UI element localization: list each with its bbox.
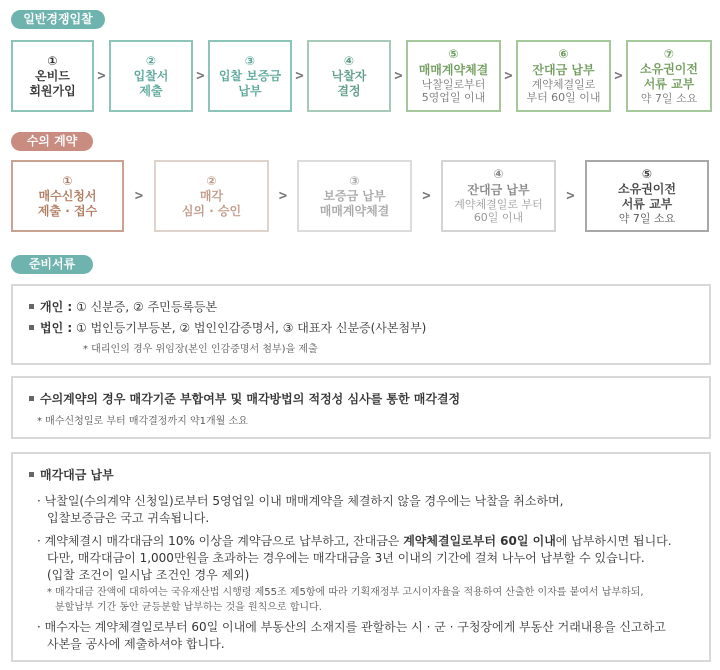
payment-para2-line2: 다만, 매각대금이 1,000만원을 초과하는 경우에는 매각대금을 3년 이내의 기간에 걸쳐 나누어 납부할 수 있습니다. xyxy=(47,551,645,565)
step-arrow-icon: > xyxy=(278,188,288,204)
individual-docs: 개인 : ① 신분증, ② 주민등록등본 xyxy=(29,298,217,315)
step-bid-submit: ② 입찰서 제출 xyxy=(109,40,193,112)
step-arrow-icon: > xyxy=(134,188,144,204)
section-label-documents: 준비서류 xyxy=(11,255,93,274)
payment-para1-line1: · 낙찰일(수의계약 신청일)로부터 5영업일 이내 매매계약을 체결하지 않을 경우에는 낙찰을 취소하며, xyxy=(37,494,564,508)
bullet-icon xyxy=(29,304,34,309)
payment-note-line2: 분할납부 기간 동안 균등분할 납부하는 것을 원칙으로 합니다. xyxy=(55,602,322,613)
section-label-private-contract: 수의 계약 xyxy=(11,132,93,151)
bullet-icon xyxy=(29,396,34,401)
step-winner-decision: ④ 낙찰자 결정 xyxy=(307,40,391,112)
step-arrow-icon: > xyxy=(295,68,304,84)
step-ownership-transfer: ⑦ 소유권이전 서류 교부 약 7일 소요 xyxy=(626,40,712,112)
step-purchase-application: ① 매수신청서 제출 · 접수 xyxy=(11,160,124,232)
step-sale-contract: ⑤ 매매계약체결 낙찰일로부터 5영업일 이내 xyxy=(406,40,501,112)
step-arrow-icon: > xyxy=(504,68,513,84)
section-label-general-bidding: 일반경쟁입찰 xyxy=(11,10,105,29)
step-ownership-transfer-private: ⑤ 소유권이전 서류 교부 약 7일 소요 xyxy=(585,160,709,232)
agent-note: * 대리인의 경우 위임장(본인 인감증명서 첨부)을 제출 xyxy=(83,344,318,355)
payment-para2-line1: · 계약체결시 매각대금의 10% 이상을 계약금으로 납부하고, 잔대금은 계약체결일로부터 60일 이내에 납부하시면 됩니다. xyxy=(37,534,672,548)
sale-decision-note: * 매수신청일로 부터 매각결정까지 약1개월 소요 xyxy=(37,416,248,427)
payment-para3-line2: 사본을 공사에 제출하셔야 합니다. xyxy=(47,637,225,651)
step-deposit-contract: ③ 보증금 납부 매매계약체결 xyxy=(297,160,412,232)
general-bidding-steps xyxy=(11,40,712,112)
bullet-icon xyxy=(29,472,34,477)
payment-para2-line3: (입찰 조건이 일시납 조건인 경우 제외) xyxy=(47,568,250,582)
payment-para3-line1: · 매수자는 계약체결일로부터 60일 이내에 부동산의 소재지를 관할하는 시 · 군 · 구청장에게 부동산 거래내용을 신고하고 xyxy=(37,620,666,634)
payment-para1-line2: 입찰보증금은 국고 귀속됩니다. xyxy=(47,511,210,525)
step-bid-deposit: ③ 입찰 보증금 납부 xyxy=(208,40,292,112)
step-balance-payment: ⑥ 잔대금 납부 계약체결일로 부터 60일 이내 xyxy=(516,40,611,112)
private-contract-steps xyxy=(11,160,709,232)
step-sale-review: ② 매각 심의 · 승인 xyxy=(154,160,269,232)
payment-title: 매각대금 납부 xyxy=(29,466,114,483)
sale-decision-box xyxy=(11,376,711,439)
step-balance-payment-private: ④ 잔대금 납부 계약체결일로 부터 60일 이내 xyxy=(441,160,556,232)
sale-decision-title: 수의계약의 경우 매각기준 부합여부 및 매각방법의 적정성 심사를 통한 매각결정 xyxy=(29,390,460,407)
bullet-icon xyxy=(29,325,34,330)
step-arrow-icon: > xyxy=(196,68,205,84)
documents-box xyxy=(11,284,711,365)
step-arrow-icon: > xyxy=(422,188,431,204)
payment-box xyxy=(11,452,711,662)
step-arrow-icon: > xyxy=(97,68,106,84)
step-arrow-icon: > xyxy=(394,68,403,84)
step-arrow-icon: > xyxy=(566,188,575,204)
step-onbid-signup: ① 온비드 회원가입 xyxy=(11,40,94,112)
corporate-docs: 법인 : ① 법인등기부등본, ② 법인인감증명서, ③ 대표자 신분증(사본첨부) xyxy=(29,319,426,336)
step-arrow-icon: > xyxy=(614,68,623,84)
payment-note-line1: * 매각대금 잔액에 대하여는 국유재산법 시행령 제55조 제5항에 따라 기획재정부 고시이자율을 적용하여 산출한 이자를 붙여서 납부하되, xyxy=(47,587,644,598)
